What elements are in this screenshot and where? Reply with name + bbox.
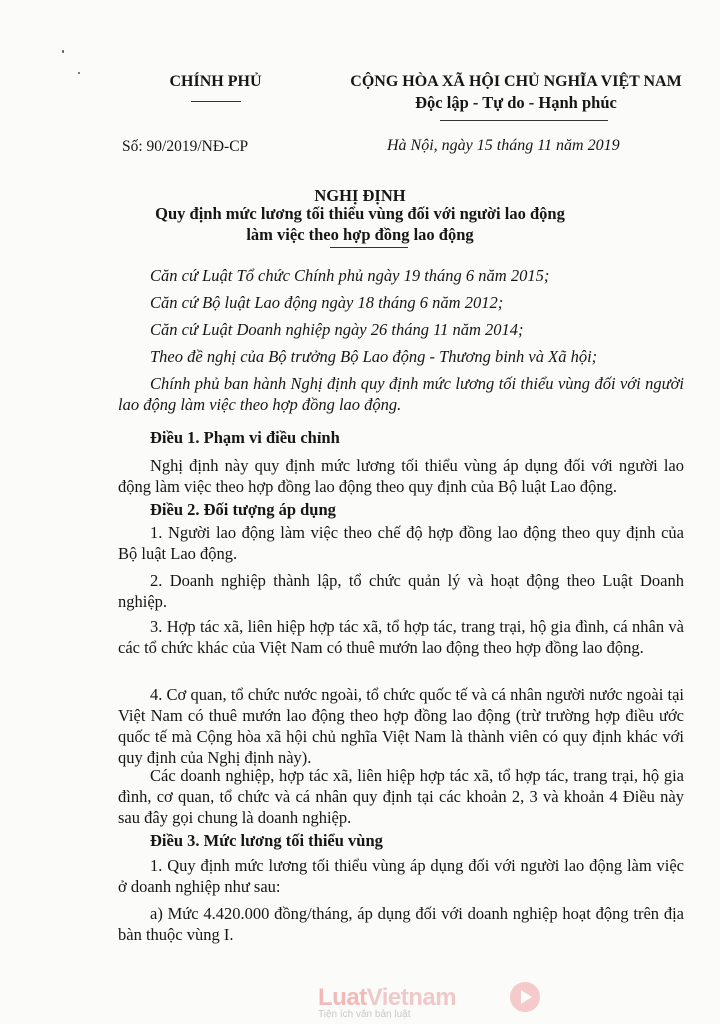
enactment-clause: Chính phủ ban hành Nghị định quy định mức lương tối thiểu vùng đối với người lao động làm việc theo hợp đồng lao động. xyxy=(118,374,684,414)
national-motto: Độc lập - Tự do - Hạnh phúc xyxy=(415,93,617,112)
article-2-heading: Điều 2. Đối tượng áp dụng xyxy=(150,500,336,519)
article-3-clause-1: 1. Quy định mức lương tối thiểu vùng áp dụng đối với người lao động làm việc ở doanh nghiệp như sau: xyxy=(118,856,684,896)
legal-basis-3: Căn cứ Luật Doanh nghiệp ngày 26 tháng 11 năm 2014; xyxy=(150,320,524,339)
title-underline xyxy=(330,247,408,248)
document-subject xyxy=(0,203,720,245)
issuer-underline xyxy=(191,101,241,102)
issuer-name: CHÍNH PHỦ xyxy=(169,73,262,90)
scan-speck xyxy=(78,72,80,74)
luatvietnam-watermark xyxy=(300,978,560,1024)
scan-speck xyxy=(62,50,64,53)
legal-basis-2: Căn cứ Bộ luật Lao động ngày 18 tháng 6 năm 2012; xyxy=(150,293,504,312)
watermark-logo-main: Luat xyxy=(318,984,367,1011)
article-2-clause-4: 4. Cơ quan, tổ chức nước ngoài, tổ chức quốc tế và cá nhân người nước ngoài tại Việt Nam có thuê mướn lao động theo hợp đồng lao động (trừ trường hợp điều ước quốc tế mà Cộng hòa xã hội chủ nghĩa Việt Nam là thành viên có quy định khác với quy định của Nghị định này). xyxy=(118,685,684,767)
watermark-tagline: Tiện ích văn bản luật xyxy=(318,1009,411,1020)
article-3-heading: Điều 3. Mức lương tối thiểu vùng xyxy=(150,831,383,850)
arrow-right-icon xyxy=(510,982,540,1012)
article-2-collective-term: Các doanh nghiệp, hợp tác xã, liên hiệp hợp tác xã, tổ hợp tác, trang trại, hộ gia đình, cơ quan, tổ chức và cá nhân quy định tại các khoản 2, 3 và khoản 4 Điều này sau đây gọi chung là doanh nghiệp. xyxy=(118,766,684,827)
article-2-clause-2: 2. Doanh nghiệp thành lập, tổ chức quản lý và hoạt động theo Luật Doanh nghiệp. xyxy=(118,571,684,611)
legal-basis-1: Căn cứ Luật Tổ chức Chính phủ ngày 19 tháng 6 năm 2015; xyxy=(150,266,550,285)
place-and-date: Hà Nội, ngày 15 tháng 11 năm 2019 xyxy=(387,137,620,154)
article-2-clause-1: 1. Người lao động làm việc theo chế độ hợp đồng lao động theo quy định của Bộ luật Lao động. xyxy=(118,523,684,563)
article-2-clause-3: 3. Hợp tác xã, liên hiệp hợp tác xã, tổ hợp tác, trang trại, hộ gia đình, cá nhân và các tổ chức khác của Việt Nam có thuê mướn lao động theo hợp đồng lao động. xyxy=(118,617,684,657)
document-number: Số: 90/2019/NĐ-CP xyxy=(122,138,249,155)
watermark-logo xyxy=(318,984,456,1012)
document-subject-text: Quy định mức lương tối thiểu vùng đối với người lao động làm việc theo hợp đồng lao động xyxy=(155,204,565,244)
watermark-logo-accent: Vietnam xyxy=(366,984,457,1011)
article-3-point-a: a) Mức 4.420.000 đồng/tháng, áp dụng đối với doanh nghiệp hoạt động trên địa bàn thuộc vùng I. xyxy=(118,904,684,944)
legal-basis-4: Theo đề nghị của Bộ trưởng Bộ Lao động - Thương binh và Xã hội; xyxy=(150,347,598,366)
motto-underline xyxy=(440,120,608,121)
document-type: NGHỊ ĐỊNH xyxy=(314,186,406,205)
article-1-paragraph: Nghị định này quy định mức lương tối thiểu vùng áp dụng đối với người lao động làm việc theo hợp đồng lao động theo quy định của Bộ luật Lao động. xyxy=(118,456,684,496)
article-1-heading: Điều 1. Phạm vi điều chỉnh xyxy=(150,428,340,447)
country-name: CỘNG HÒA XÃ HỘI CHỦ NGHĨA VIỆT NAM xyxy=(350,73,682,90)
